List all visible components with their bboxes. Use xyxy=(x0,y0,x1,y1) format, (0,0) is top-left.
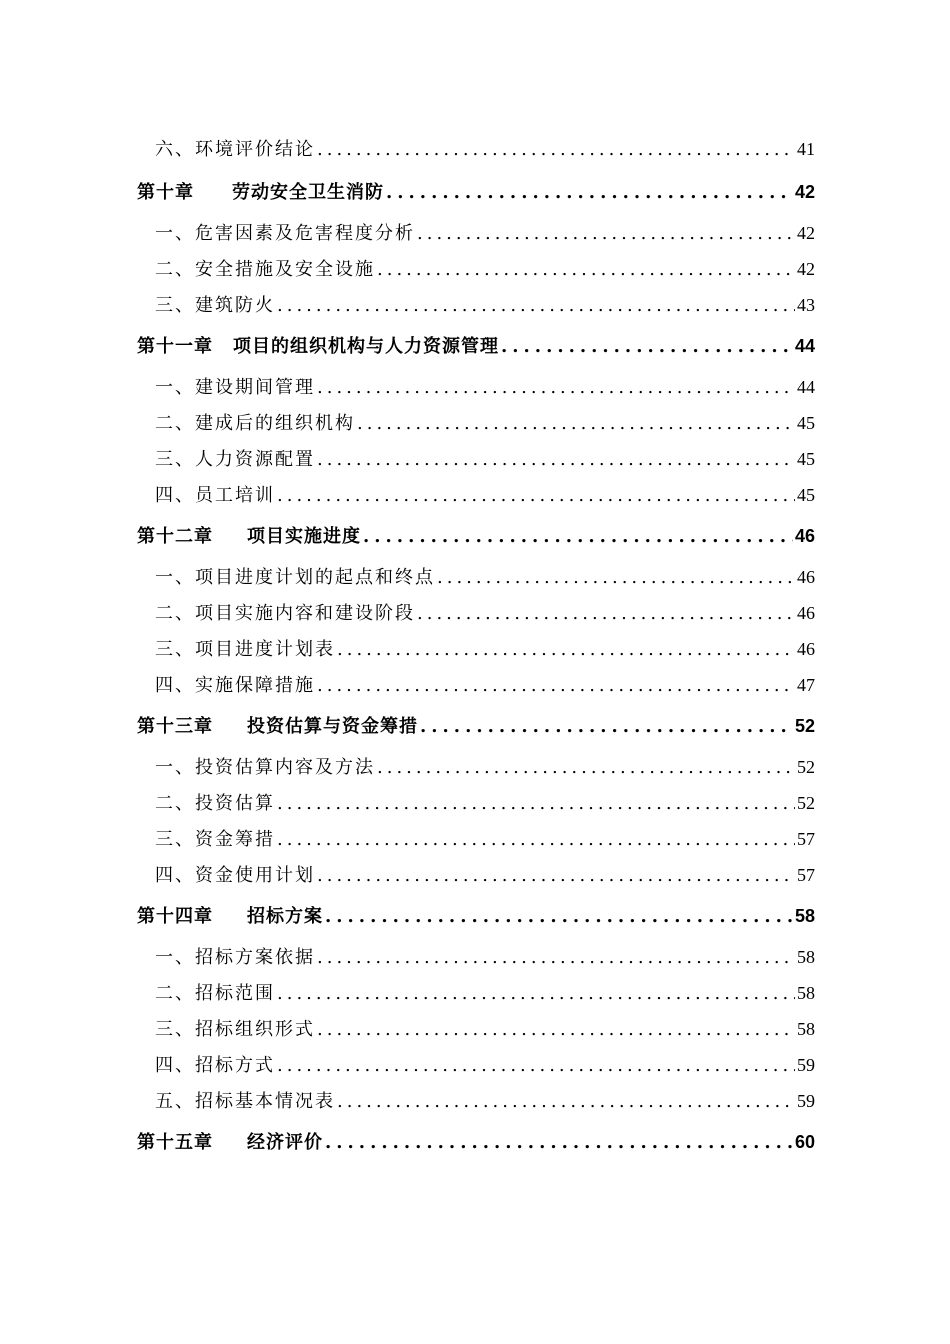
toc-section-title: 一、危害因素及危害程度分析 xyxy=(155,223,415,244)
toc-section-title: 一、建设期间管理 xyxy=(155,377,315,398)
toc-section-title: 五、招标基本情况表 xyxy=(155,1091,335,1112)
toc-section-row[interactable] xyxy=(137,667,815,703)
toc-section-row[interactable] xyxy=(137,821,815,857)
dot-leader xyxy=(337,1084,795,1119)
toc-section-row[interactable] xyxy=(137,215,815,251)
toc-section-row[interactable] xyxy=(137,1083,815,1119)
toc-chapter-title: 经济评价 xyxy=(247,1132,323,1153)
toc-section-row[interactable] xyxy=(137,1011,815,1047)
toc-page-number: 47 xyxy=(797,675,815,695)
dot-leader xyxy=(377,750,795,785)
dot-leader xyxy=(317,1012,795,1047)
toc-section-title: 二、招标范围 xyxy=(155,983,275,1004)
toc-page-number: 46 xyxy=(797,603,815,623)
toc-page-number: 52 xyxy=(797,757,815,777)
toc-chapter-row[interactable] xyxy=(137,513,815,559)
toc-section-row[interactable] xyxy=(137,749,815,785)
dot-leader xyxy=(317,130,795,169)
toc-section-title: 二、项目实施内容和建设阶段 xyxy=(155,603,415,624)
dot-leader xyxy=(277,976,795,1011)
toc-section-title: 三、资金筹措 xyxy=(155,829,275,850)
toc-section-title: 六、环境评价结论 xyxy=(155,139,315,160)
toc-page-number: 41 xyxy=(797,139,815,159)
toc-page-number: 59 xyxy=(797,1091,815,1111)
toc-section-row[interactable] xyxy=(137,939,815,975)
toc-section-row[interactable] xyxy=(137,251,815,287)
toc-section-row[interactable] xyxy=(137,559,815,595)
toc-chapter-number: 第十五章 xyxy=(137,1132,213,1153)
toc-page-number: 42 xyxy=(794,182,815,202)
toc-page-number: 45 xyxy=(797,413,815,433)
toc-chapter-title: 招标方案 xyxy=(247,906,323,927)
toc-page-number: 59 xyxy=(797,1055,815,1075)
dot-leader xyxy=(386,170,793,215)
toc-page-number: 52 xyxy=(797,793,815,813)
toc-section-title: 二、建成后的组织机构 xyxy=(155,413,355,434)
dot-leader xyxy=(317,858,795,893)
dot-leader xyxy=(325,894,793,939)
toc-section-row[interactable] xyxy=(137,785,815,821)
toc-chapter-title: 投资估算与资金筹措 xyxy=(247,716,418,737)
toc-page-number: 57 xyxy=(797,865,815,885)
dot-leader xyxy=(277,288,795,323)
dot-leader xyxy=(277,1048,795,1083)
toc-section-title: 四、资金使用计划 xyxy=(155,865,315,886)
toc-section-title: 四、员工培训 xyxy=(155,485,275,506)
toc-section-row[interactable] xyxy=(137,369,815,405)
toc-page-number: 42 xyxy=(797,259,815,279)
dot-leader xyxy=(437,560,795,595)
toc-chapter-number: 第十章 xyxy=(137,182,194,203)
dot-leader xyxy=(317,442,795,477)
toc-chapter-row[interactable] xyxy=(137,1119,815,1165)
toc-section-title: 二、安全措施及安全设施 xyxy=(155,259,375,280)
dot-leader xyxy=(417,596,795,631)
toc-section-row[interactable] xyxy=(137,1047,815,1083)
toc-page-number: 52 xyxy=(794,716,815,736)
toc-section-title: 一、投资估算内容及方法 xyxy=(155,757,375,778)
toc-page-number: 42 xyxy=(797,223,815,243)
dot-leader xyxy=(317,668,795,703)
toc-chapter-number: 第十四章 xyxy=(137,906,213,927)
toc-chapter-title: 劳动安全卫生消防 xyxy=(232,182,384,203)
toc-section-title: 三、招标组织形式 xyxy=(155,1019,315,1040)
dot-leader xyxy=(317,370,795,405)
toc-chapter-row[interactable] xyxy=(137,323,815,369)
toc-section-row[interactable] xyxy=(137,857,815,893)
toc-page-number: 45 xyxy=(797,485,815,505)
toc-section-title: 一、招标方案依据 xyxy=(155,947,315,968)
toc-page-number: 60 xyxy=(794,1132,815,1152)
toc-page-number: 46 xyxy=(797,567,815,587)
toc-chapter-number: 第十一章 xyxy=(137,336,213,357)
toc-chapter-row[interactable] xyxy=(137,893,815,939)
dot-leader xyxy=(357,406,795,441)
dot-leader xyxy=(277,478,795,513)
toc-section-row[interactable] xyxy=(137,405,815,441)
toc-chapter-row[interactable] xyxy=(137,703,815,749)
toc-section-row[interactable] xyxy=(137,975,815,1011)
toc-section-title: 二、投资估算 xyxy=(155,793,275,814)
dot-leader xyxy=(420,704,793,749)
toc-chapter-number: 第十二章 xyxy=(137,526,213,547)
dot-leader xyxy=(325,1120,793,1165)
toc-page-number: 44 xyxy=(797,377,815,397)
toc-section-title: 一、项目进度计划的起点和终点 xyxy=(155,567,435,588)
toc-page-number: 58 xyxy=(797,1019,815,1039)
toc-section-title: 四、招标方式 xyxy=(155,1055,275,1076)
toc-section-title: 三、人力资源配置 xyxy=(155,449,315,470)
toc-chapter-title: 项目的组织机构与人力资源管理 xyxy=(233,336,499,357)
dot-leader xyxy=(501,324,793,369)
dot-leader xyxy=(417,216,795,251)
toc-page-number: 46 xyxy=(797,639,815,659)
toc-section-row[interactable] xyxy=(137,441,815,477)
toc-section-row[interactable] xyxy=(137,287,815,323)
toc-section-title: 四、实施保障措施 xyxy=(155,675,315,696)
dot-leader xyxy=(317,940,795,975)
toc-page-number: 43 xyxy=(797,295,815,315)
toc-chapter-title: 项目实施进度 xyxy=(247,526,361,547)
toc-page-number: 44 xyxy=(794,336,815,356)
dot-leader xyxy=(277,822,795,857)
toc-page-number: 57 xyxy=(797,829,815,849)
dot-leader xyxy=(363,514,793,559)
toc-page-number: 58 xyxy=(794,906,815,926)
dot-leader xyxy=(377,252,795,287)
toc-section-title: 三、项目进度计划表 xyxy=(155,639,335,660)
toc-section-row[interactable] xyxy=(137,631,815,667)
dot-leader xyxy=(277,786,795,821)
toc-section-row[interactable] xyxy=(137,129,815,169)
dot-leader xyxy=(337,632,795,667)
toc-section-row[interactable] xyxy=(137,595,815,631)
toc-page-number: 58 xyxy=(797,947,815,967)
toc-page-number: 45 xyxy=(797,449,815,469)
toc-chapter-row[interactable] xyxy=(137,169,815,215)
table-of-contents xyxy=(137,129,815,1165)
toc-section-row[interactable] xyxy=(137,477,815,513)
toc-page-number: 58 xyxy=(797,983,815,1003)
toc-page-number: 46 xyxy=(794,526,815,546)
toc-chapter-number: 第十三章 xyxy=(137,716,213,737)
toc-section-title: 三、建筑防火 xyxy=(155,295,275,316)
